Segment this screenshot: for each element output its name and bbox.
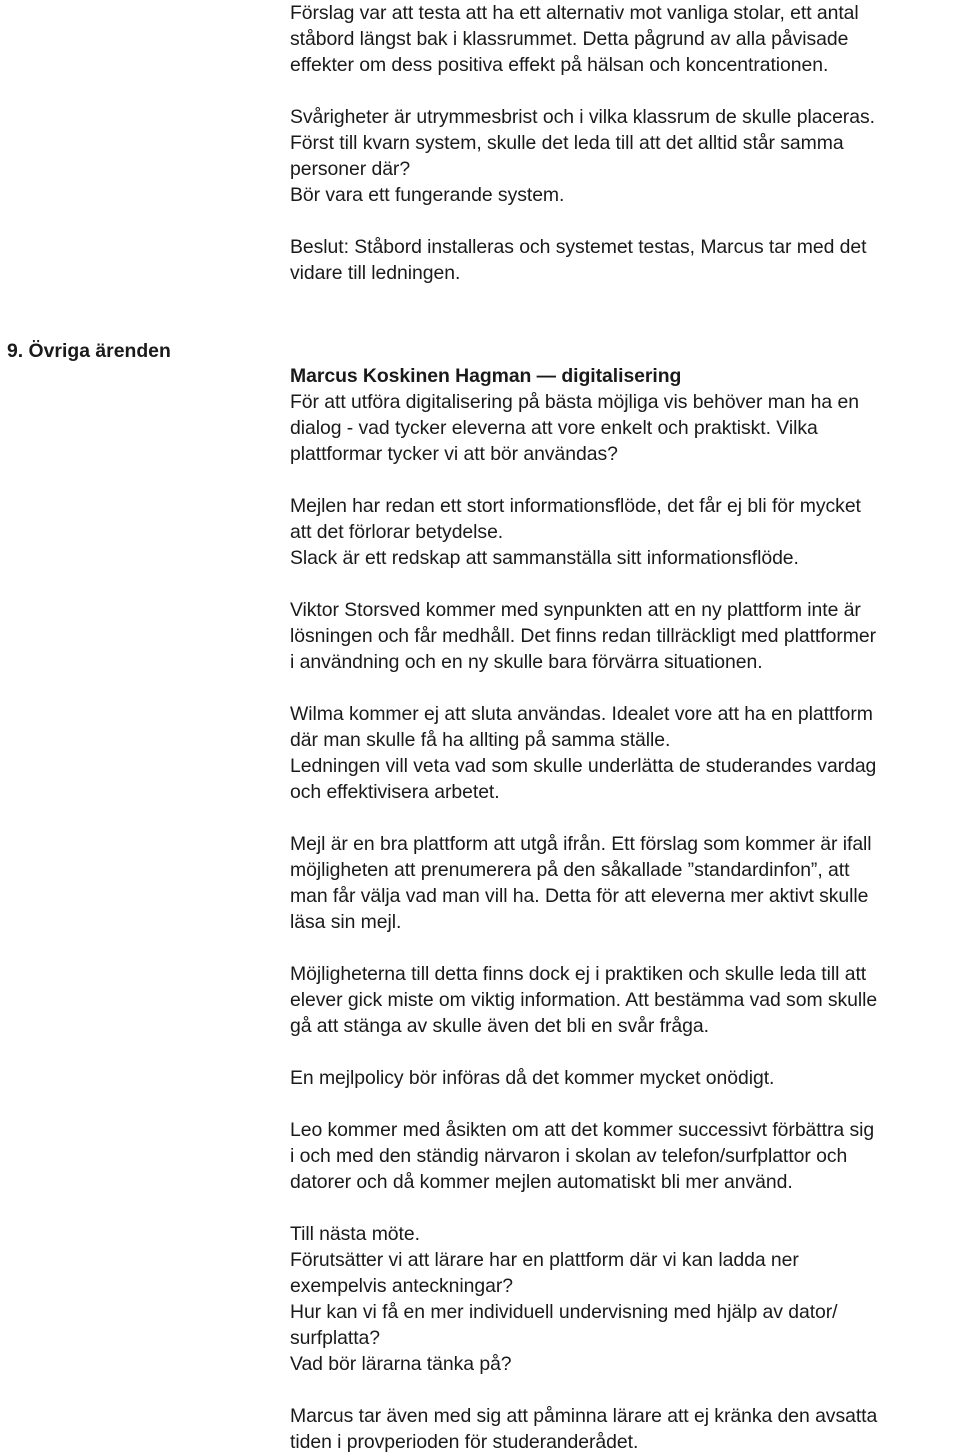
text-line: läsa sin mejl.: [290, 911, 402, 933]
text-line: Wilma kommer ej att sluta användas. Idealet vore att ha en plattform: [290, 703, 873, 725]
text-line: Ledningen vill veta vad som skulle underlätta de studerandes vardag: [290, 755, 877, 777]
section-heading: 9. Övriga ärenden: [7, 340, 171, 362]
text-line: tiden i provperioden för studeranderådet.: [290, 1431, 639, 1453]
text-line: En mejlpolicy bör införas då det kommer mycket onödigt.: [290, 1067, 775, 1089]
text-line: Till nästa möte.: [290, 1223, 420, 1245]
text-line: man får välja vad man vill ha. Detta för att eleverna mer aktivt skulle: [290, 885, 869, 907]
text-line: Vad bör lärarna tänka på?: [290, 1353, 512, 1375]
decision-line: Beslut: Ståbord installeras och systemet testas, Marcus tar med det: [290, 236, 867, 258]
text-line: Slack är ett redskap att sammanställa sitt informationsflöde.: [290, 547, 799, 569]
text-line: Förutsätter vi att lärare har en plattform där vi kan ladda ner: [290, 1249, 799, 1271]
text-line: Marcus tar även med sig att påminna lärare att ej kränka den avsatta: [290, 1405, 878, 1427]
text-line: Leo kommer med åsikten om att det kommer successivt förbättra sig: [290, 1119, 875, 1141]
text-line: datorer och då kommer mejlen automatiskt bli mer använd.: [290, 1171, 793, 1193]
text-line: möjligheten att prenumerera på den såkallade ”standardinfon”, att: [290, 859, 850, 881]
text-line: Hur kan vi få en mer individuell undervisning med hjälp av dator/: [290, 1301, 838, 1323]
text-line: effekter om dess positiva effekt på hälsan och koncentrationen.: [290, 54, 829, 76]
text-line: För att utföra digitalisering på bästa möjliga vis behöver man ha en: [290, 391, 859, 413]
text-line: exempelvis anteckningar?: [290, 1275, 513, 1297]
text-line: Mejlen har redan ett stort informationsflöde, det får ej bli för mycket: [290, 495, 861, 517]
text-line: elever gick miste om viktig information. Att bestämma vad som skulle: [290, 989, 878, 1011]
text-line: där man skulle få ha allting på samma ställe.: [290, 729, 671, 751]
text-line: i användning och en ny skulle bara förvärra situationen.: [290, 651, 763, 673]
text-line: Svårigheter är utrymmesbrist och i vilka klassrum de skulle placeras.: [290, 106, 875, 128]
text-line: i och med den ständig närvaron i skolan av telefon/surfplattor och: [290, 1145, 848, 1167]
text-line: ståbord längst bak i klassrummet. Detta pågrund av alla påvisade: [290, 28, 849, 50]
text-line: Först till kvarn system, skulle det leda till att det alltid står samma: [290, 132, 844, 154]
text-line: Möjligheterna till detta finns dock ej i praktiken och skulle leda till att: [290, 963, 867, 985]
text-line: och effektivisera arbetet.: [290, 781, 500, 803]
section-subheading: Marcus Koskinen Hagman — digitalisering: [290, 365, 682, 387]
text-line: Bör vara ett fungerande system.: [290, 184, 565, 206]
text-line: surfplatta?: [290, 1327, 380, 1349]
decision-line: vidare till ledningen.: [290, 262, 461, 284]
text-line: Förslag var att testa att ha ett alternativ mot vanliga stolar, ett antal: [290, 2, 859, 24]
text-line: dialog - vad tycker eleverna att vore enkelt och praktiskt. Vilka: [290, 417, 818, 439]
text-line: plattformar tycker vi att bör användas?: [290, 443, 618, 465]
text-line: Mejl är en bra plattform att utgå ifrån. Ett förslag som kommer är ifall: [290, 833, 872, 855]
text-line: lösningen och får medhåll. Det finns redan tillräckligt med plattformer: [290, 625, 876, 647]
text-line: personer där?: [290, 158, 411, 180]
text-line: Viktor Storsved kommer med synpunkten att en ny plattform inte är: [290, 599, 861, 621]
text-line: gå att stänga av skulle även det bli en svår fråga.: [290, 1015, 709, 1037]
text-line: att det förlorar betydelse.: [290, 521, 504, 543]
